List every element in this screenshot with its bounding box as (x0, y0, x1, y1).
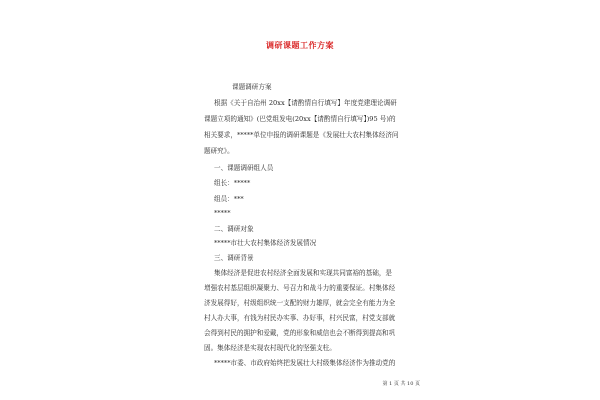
paragraph-line: 固。集体经济是实现农村现代化的坚强支柱。 (204, 344, 336, 352)
section-heading-3: 三、调研背景 (214, 254, 254, 262)
section-heading-2: 二、调研对象 (214, 225, 254, 233)
paragraph-line: *****市委、市政府始终把发展壮大村级集体经济作为推动党的 (214, 359, 396, 367)
paragraph-line: 集体经济是促进农村经济全面发展和实现共同富裕的基础，是 (214, 269, 393, 277)
group-member-2: ***** (214, 209, 231, 217)
paragraph-line: 课题立项的通知》(巴党组发电(20xx【请酌情自行填写】)95 号)的 (204, 115, 396, 123)
paragraph-line: 济发展得好，村级组织统一支配的财力雄厚，就会完全有能力为全 (204, 299, 396, 307)
group-member: 组员：*** (214, 195, 244, 203)
paragraph-line: 会得到村民的拥护和爱戴，党的形象和威信也会不断得到提高和巩 (204, 329, 396, 337)
group-leader: 组长：***** (214, 179, 251, 187)
subtitle: 课题调研方案 (232, 83, 272, 91)
paragraph-line: 题研究》。 (204, 147, 234, 155)
paragraph-line: 相关要求，*****单位申报的调研课题是《发展壮大农村集体经济问 (204, 131, 399, 139)
page-number: 第 1 页 共 10 页 (382, 381, 420, 387)
section-heading-1: 一、课题调研组人员 (214, 164, 274, 172)
paragraph-line: 村人办大事，有钱为村民办实事、办好事，村兴民富，村党支部就 (204, 314, 396, 322)
document-title: 调研课题工作方案 (266, 40, 334, 50)
research-object: *****市壮大农村集体经济发展情况 (214, 239, 317, 247)
paragraph-line: 增强农村基层组织凝聚力、号召力和战斗力的重要保证。村集体经 (204, 284, 396, 292)
paragraph-line: 根据《关于自治州 20xx【请酌情自行填写】年度党建理论调研 (214, 99, 397, 107)
